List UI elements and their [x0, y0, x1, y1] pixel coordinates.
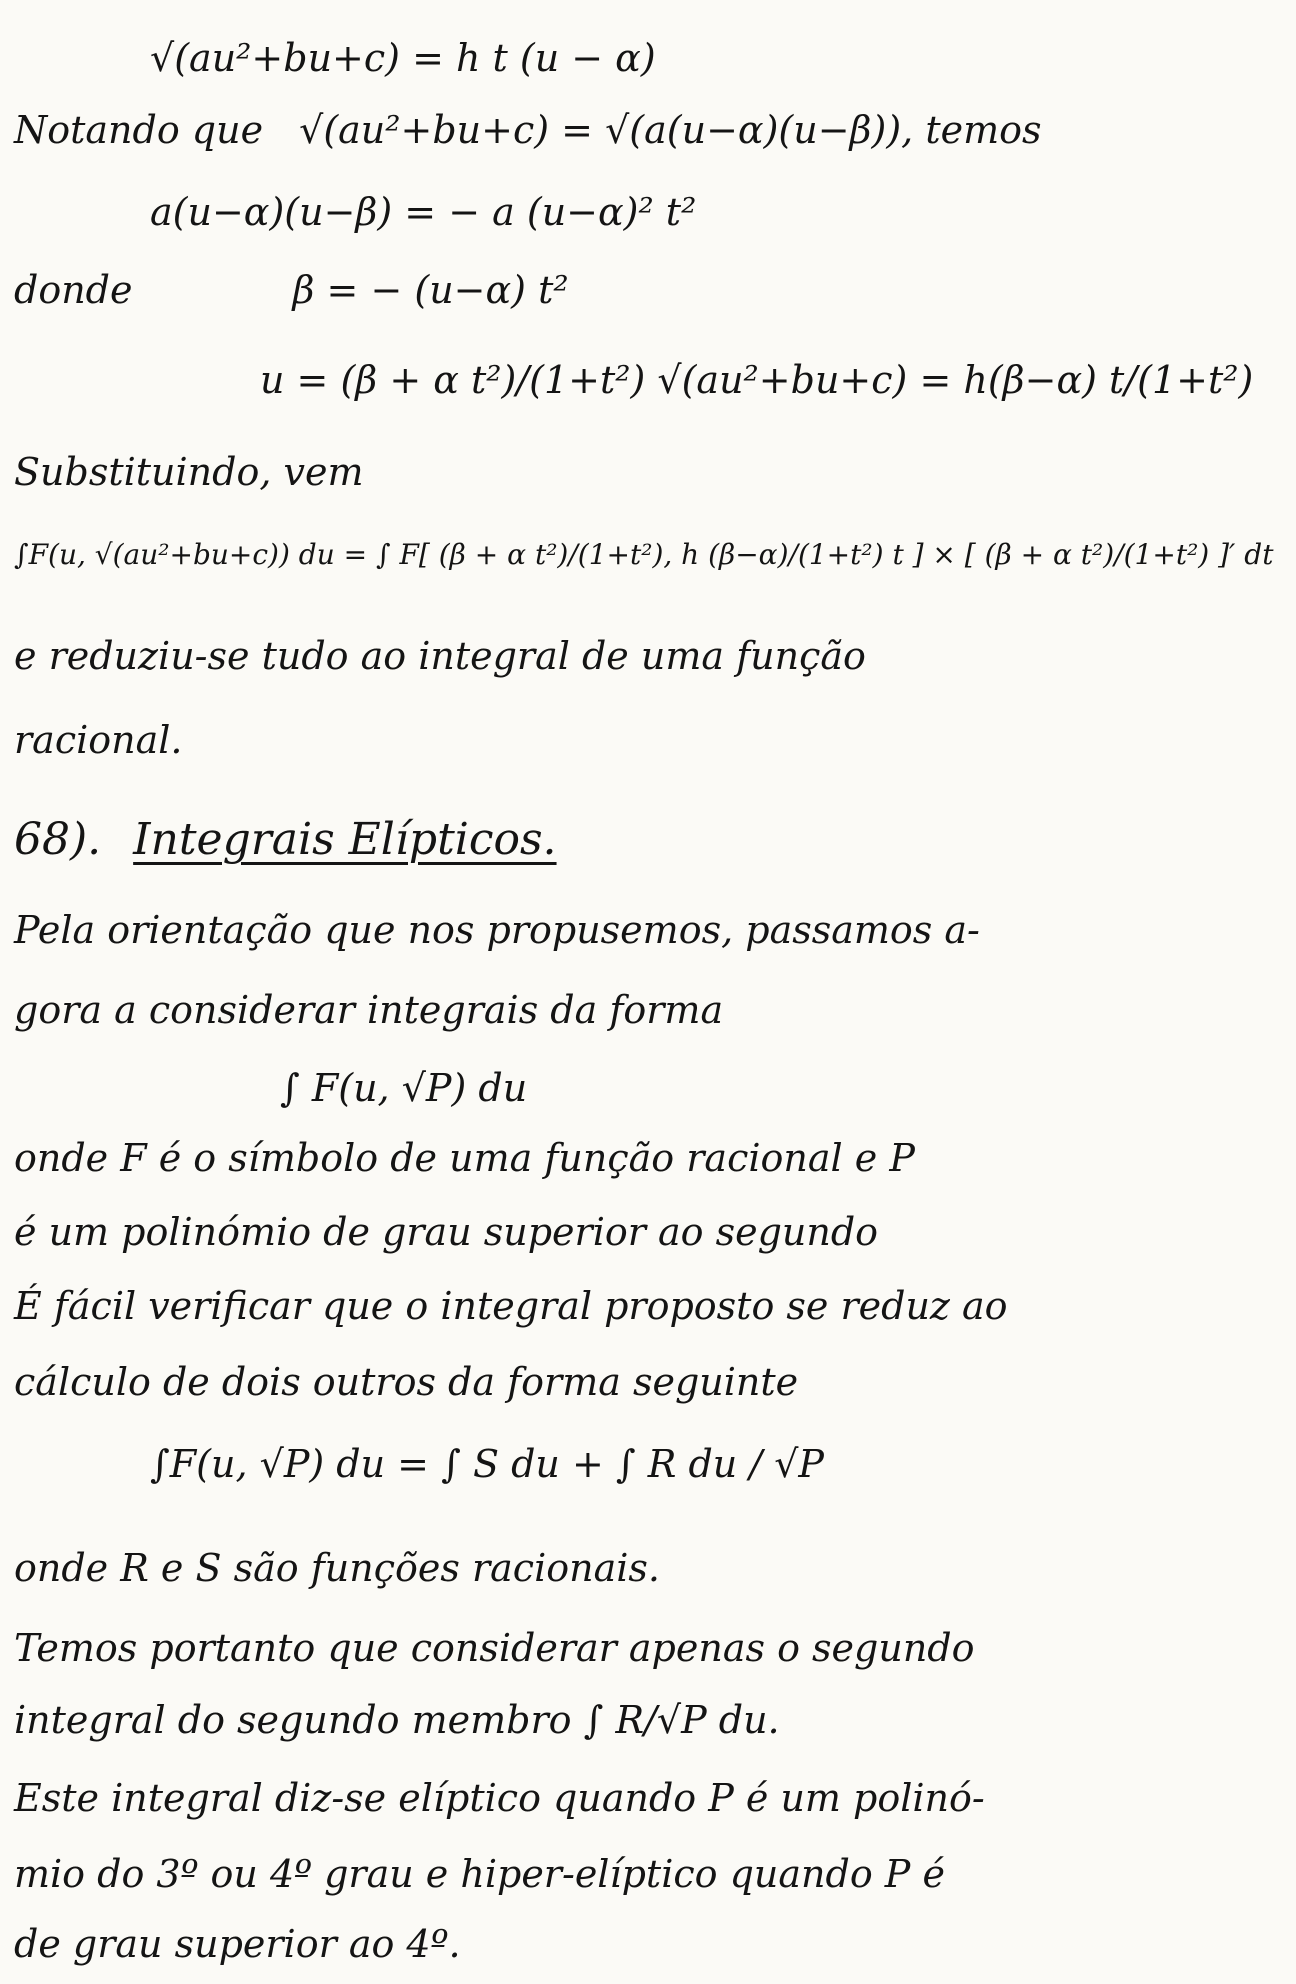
word-temos: , temos: [901, 108, 1042, 152]
text-eliptico: Este integral diz-se elíptico quando P é um polinó-: [14, 1776, 985, 1820]
equation-split-integral: ∫F(u, √P) du = ∫ S du + ∫ R du / √P: [150, 1442, 824, 1486]
text-verificar: É fácil verificar que o integral proposto se reduz ao: [14, 1284, 1008, 1328]
text-funcoes-racionais: onde R e S são funções racionais.: [14, 1546, 660, 1590]
section-number: 68).: [14, 814, 102, 865]
text-reduziu: e reduziu-se tudo ao integral de uma função: [14, 634, 866, 678]
equation-squared: a(u−α)(u−β) = − a (u−α)² t²: [150, 190, 697, 234]
word-donde: donde: [14, 268, 133, 312]
section-title: Integrais Elípticos.: [133, 814, 557, 865]
text-onde-f: onde F é o símbolo de uma função racional e P: [14, 1136, 915, 1180]
text-calculo: cálculo de dois outros da forma seguinte: [14, 1360, 799, 1404]
text-orientacao: Pela orientação que nos propusemos, passamos a-: [14, 908, 980, 952]
text-substituindo: Substituindo, vem: [14, 450, 364, 494]
equation-notation-line: [14, 110, 1042, 152]
equation-beta: β = − (u−α) t²: [292, 268, 569, 312]
equation-factored-radical: √(au²+bu+c) = √(a(u−α)(u−β)): [299, 108, 902, 152]
text-temos-portanto: Temos portanto que considerar apenas o segundo: [14, 1626, 975, 1670]
text-polinomio: é um polinómio de grau superior ao segundo: [14, 1210, 879, 1254]
equation-donde-line: [14, 270, 569, 312]
text-racional: racional.: [14, 718, 183, 762]
text-grau-superior: de grau superior ao 4º.: [14, 1922, 461, 1966]
word-notando: Notando que: [14, 108, 264, 152]
equation-general-integral: ∫ F(u, √P) du: [280, 1066, 528, 1110]
equation-substitution: √(au²+bu+c) = h t (u − α): [150, 36, 656, 80]
section-heading: [14, 816, 557, 864]
equation-integral-transformed: ∫F(u, √(au²+bu+c)) du = ∫ F[ (β + α t²)/(1+t²), h (β−α)/(1+t²) t ] × [ (β + α t²)/(1+t²) ]′ dt: [14, 538, 1274, 571]
text-considerar: gora a considerar integrais da forma: [14, 988, 724, 1032]
text-segundo-membro: integral do segundo membro ∫ R/√P du.: [14, 1698, 780, 1742]
equation-u-and-radical: u = (β + α t²)/(1+t²) √(au²+bu+c) = h(β−α) t/(1+t²): [260, 358, 1254, 402]
text-hiper-eliptico: mio do 3º ou 4º grau e hiper-elíptico quando P é: [14, 1852, 945, 1896]
